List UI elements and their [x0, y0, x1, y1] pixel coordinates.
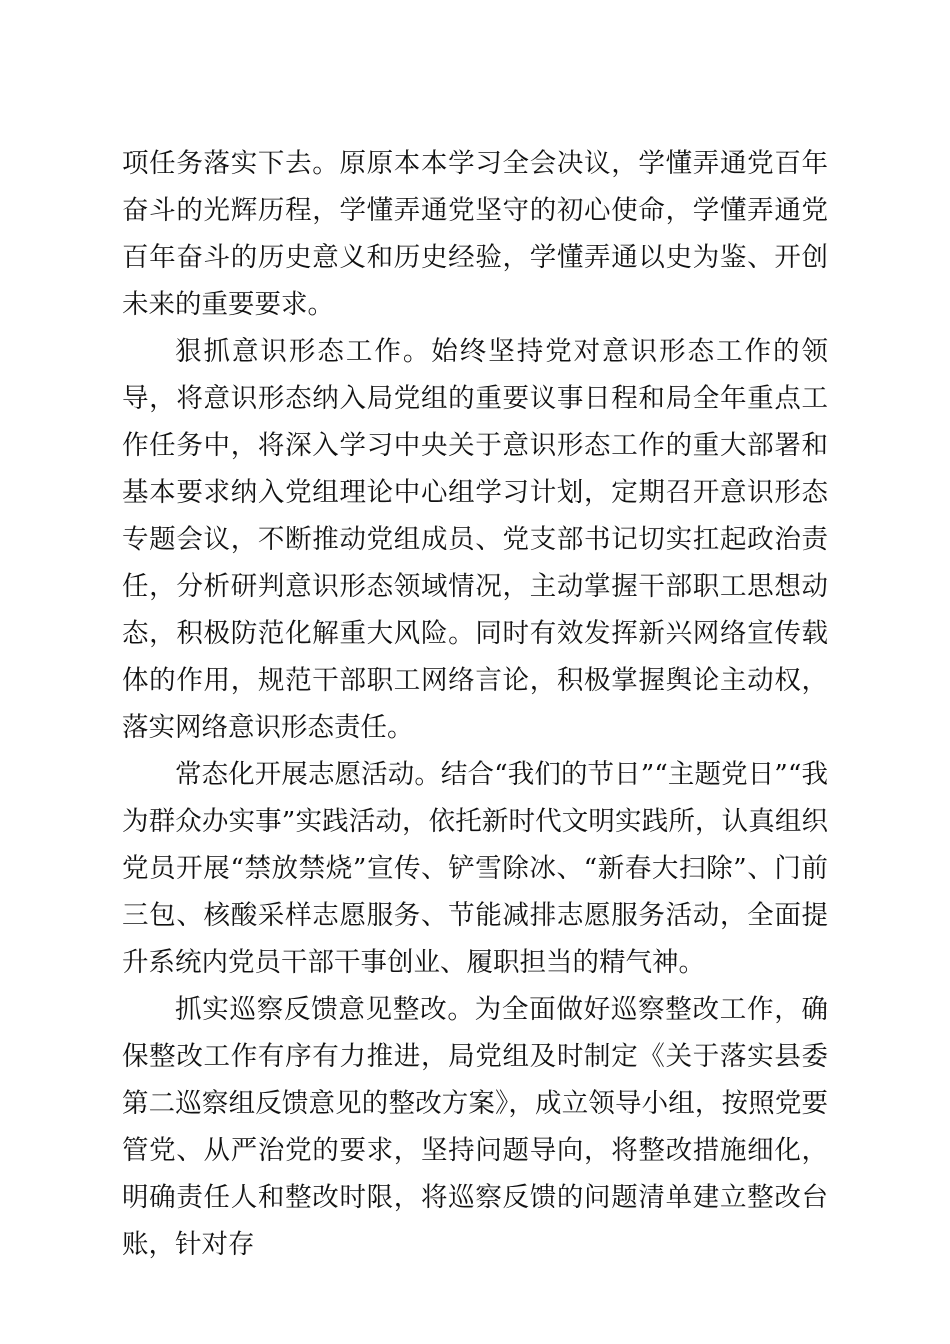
paragraph-ideology-work: 狠抓意识形态工作。始终坚持党对意识形态工作的领导，将意识形态纳入局党组的重要议事日程和局全年重点工作任务中，将深入学习中央关于意识形态工作的重大部署和基本要求纳入党组理论中心组学习计划，定期召开意识形态专题会议，不断推动党组成员、党支部书记切实扛起政治责任，分析研判意识形态领域情况，主动掌握干部职工思想动态，积极防范化解重大风险。同时有效发挥新兴网络宣传载体的作用，规范干部职工网络言论，积极掌握舆论主动权，落实网络意识形态责任。: [122, 336, 828, 743]
paragraph-volunteer-activities: 常态化开展志愿活动。结合“我们的节日”“主题党日”“我为群众办实事”实践活动，依托新时代文明实践所，认真组织党员开展“禁放禁烧”宣传、铲雪除冰、“新春大扫除”、门前三包、核酸采样志愿服务、节能减排志愿服务活动，全面提升系统内党员干部干事创业、履职担当的精气神。: [122, 759, 828, 978]
paragraph-inspection-rectification: 抓实巡察反馈意见整改。为全面做好巡察整改工作，确保整改工作有序有力推进，局党组及时制定《关于落实县委第二巡察组反馈意见的整改方案》，成立领导小组，按照党要管党、从严治党的要求，坚持问题导向，将整改措施细化，明确责任人和整改时限，将巡察反馈的问题清单建立整改台账，针对存: [122, 994, 828, 1260]
paragraph-continuation: 项任务落实下去。原原本本学习全会决议，学懂弄通党百年奋斗的光辉历程，学懂弄通党坚守的初心使命，学懂弄通党百年奋斗的历史意义和历史经验，学懂弄通以史为鉴、开创未来的重要要求。: [122, 148, 828, 320]
document-body: [122, 140, 828, 1268]
